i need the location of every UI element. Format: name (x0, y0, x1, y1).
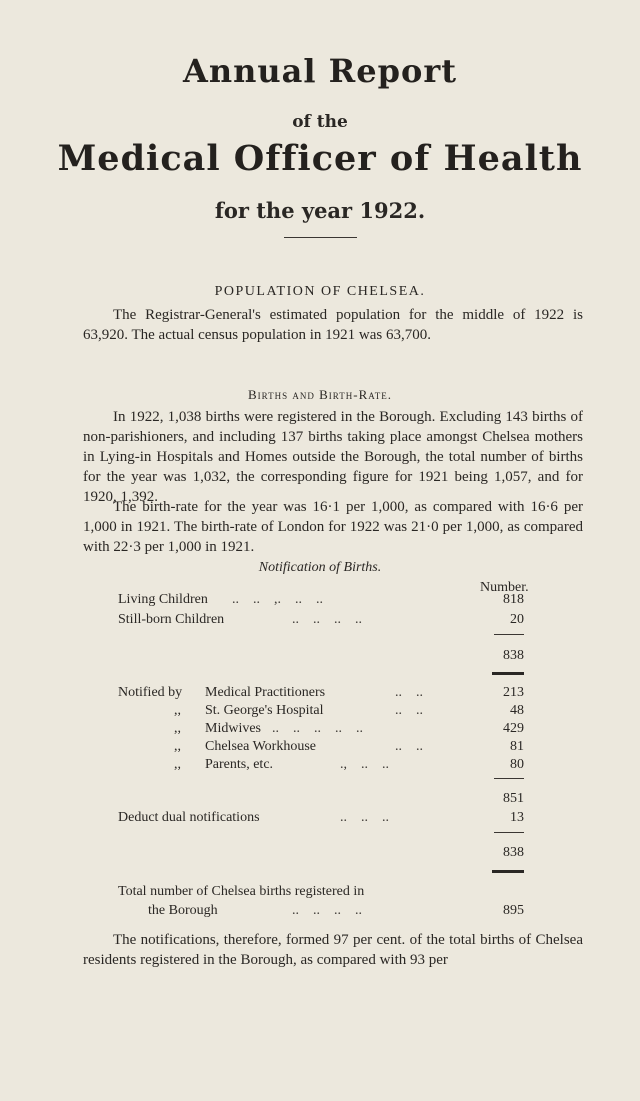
total-births-label-2: the Borough (148, 903, 218, 918)
stillborn-children-label: Still-born Children (118, 612, 225, 627)
births-heading: Births and Birth-Rate. (247, 387, 392, 402)
source-label-3: Midwives (205, 721, 261, 736)
source-value-2: 48 (510, 703, 524, 718)
report-title-year: for the year 1922. (214, 198, 426, 223)
sum-rule (494, 832, 524, 833)
title-divider (284, 237, 357, 238)
leader-dots: .. .. ,. .. .. (232, 592, 323, 607)
source-value-1: 213 (503, 685, 524, 700)
notified-by-label: Notified by (118, 685, 183, 700)
deduct-dual-value: 13 (510, 810, 524, 825)
total-births-value: 895 (503, 903, 524, 918)
sum-rule (494, 634, 524, 635)
leader-dots: .. .. .. .. .. (272, 721, 363, 736)
source-value-4: 81 (510, 739, 524, 754)
leader-dots: .. .. .. .. (292, 612, 362, 627)
notification-heading: Notification of Births. (258, 560, 382, 575)
source-value-3: 429 (503, 721, 524, 736)
stillborn-children-value: 20 (510, 612, 524, 627)
population-heading: POPULATION OF CHELSEA. (214, 284, 426, 299)
living-children-value: 818 (503, 592, 524, 607)
sum-rule (494, 778, 524, 779)
ditto-mark: ,, (174, 739, 181, 754)
closing-paragraph: The notifications, therefore, formed 97 per cent. of the total births of Chelsea residents registered in the Borough, as compared with 93 per (83, 932, 583, 968)
source-label-4: Chelsea Workhouse (205, 739, 316, 754)
ditto-mark: ,, (174, 757, 181, 772)
ditto-mark: ,, (174, 703, 181, 718)
report-title-of-the: of the (292, 112, 348, 132)
deduct-dual-label: Deduct dual notifications (118, 810, 260, 825)
report-title: Annual Report (183, 52, 457, 90)
total-rule (492, 672, 524, 675)
report-title-officer: Medical Officer of Health (57, 138, 583, 179)
source-label-5: Parents, etc. (205, 757, 274, 772)
population-paragraph: The Registrar-General's estimated population for the middle of 1922 is 63,920. The actual census population in 1921 was 63,700. (83, 307, 583, 343)
subtotal-births-1: 838 (503, 648, 524, 663)
leader-dots: .. .. .. .. (292, 903, 362, 918)
leader-dots: .. .. (395, 685, 423, 700)
source-label-1: Medical Practitioners (205, 685, 326, 700)
source-value-5: 80 (510, 757, 524, 772)
subtotal-births-2: 851 (503, 791, 524, 806)
total-rule (492, 870, 524, 873)
births-paragraph-1: In 1922, 1,038 births were registered in the Borough. Excluding 143 births of non-parishioners, and including 137 births taking place amongst Chelsea mothers in Lying-in Hospitals and Homes outside the Borough, the total number of births for the year was 1,032, the corresponding figure for 1921 being 1,057, and for 1920, 1,392. (83, 409, 583, 505)
subtotal-births-3: 838 (503, 845, 524, 860)
births-paragraph-2: The birth-rate for the year was 16·1 per 1,000, as compared with 16·6 per 1,000 in 1921. The birth-rate of London for 1922 was 21·0 per 1,000, as compared with 22·3 per 1,000 in 1921. (83, 499, 583, 555)
leader-dots: .. .. (395, 703, 423, 718)
ditto-mark: ,, (174, 721, 181, 736)
leader-dots: .. .. (395, 739, 423, 754)
total-births-label-1: Total number of Chelsea births registered in (118, 884, 365, 899)
leader-dots: ., .. .. (340, 757, 389, 772)
leader-dots: .. .. .. (340, 810, 389, 825)
living-children-label: Living Children (118, 592, 208, 607)
number-column-header: Number. (480, 580, 529, 595)
source-label-2: St. George's Hospital (205, 703, 324, 718)
